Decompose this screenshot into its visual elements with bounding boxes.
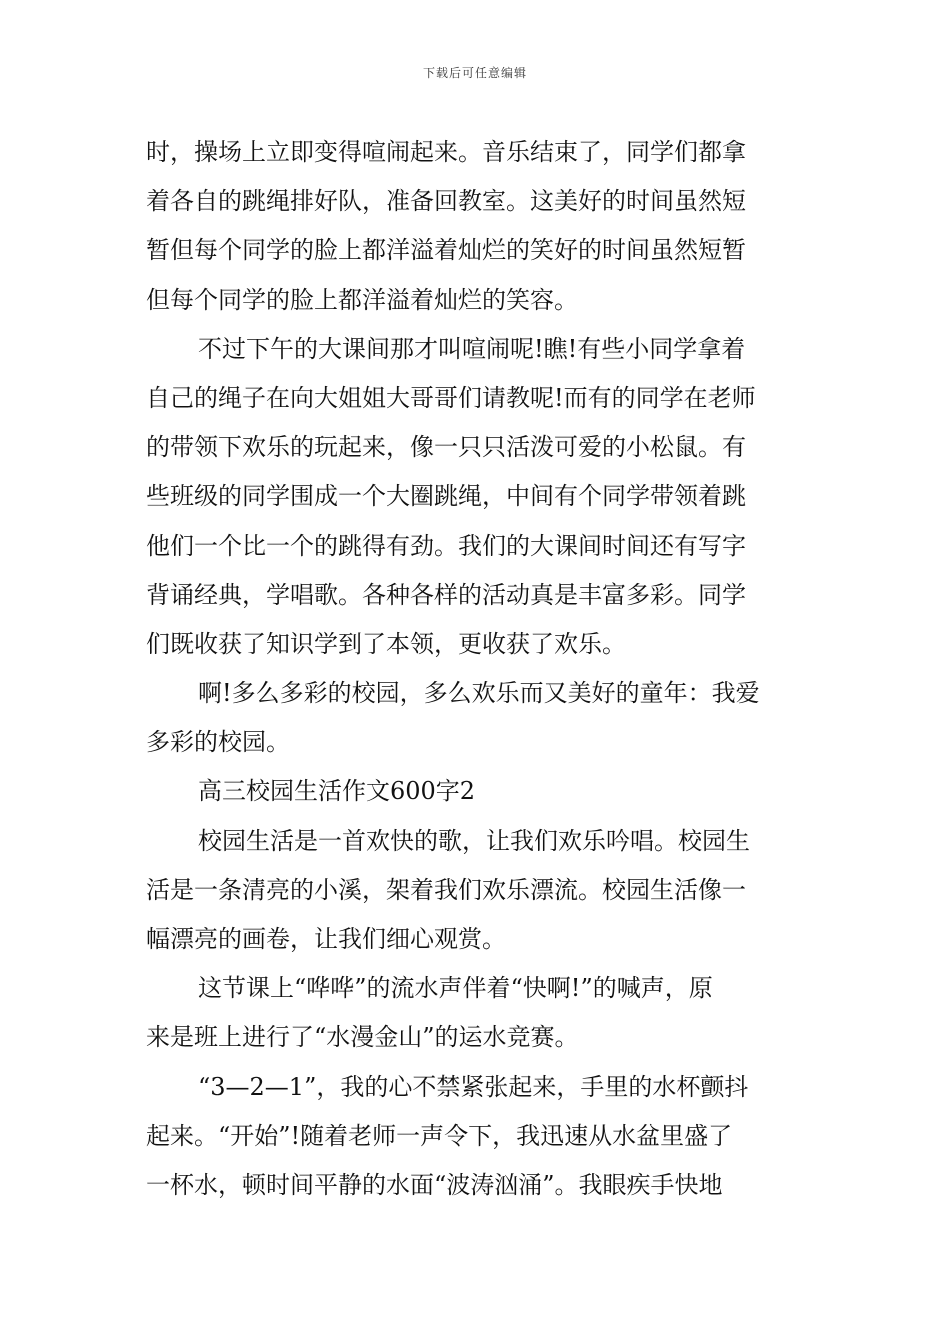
- text-line: 的带领下欢乐的玩起来，像一只只活泼可爱的小松鼠。有: [146, 433, 746, 462]
- text-line: 们既收获了知识学到了本领，更收获了欢乐。: [146, 629, 626, 658]
- text-line: 自己的绳子在向大姐姐大哥哥们请教呢!而有的同学在老师: [146, 383, 756, 412]
- text-line: 一杯水，顿时间平静的水面“波涛汹涌”。我眼疾手快地: [146, 1170, 723, 1199]
- text-line: 但每个同学的脸上都洋溢着灿烂的笑容。: [146, 285, 578, 314]
- text-line: 他们一个比一个的跳得有劲。我们的大课间时间还有写字: [146, 531, 746, 560]
- text-line: 时，操场上立即变得喧闹起来。音乐结束了，同学们都拿: [146, 138, 746, 166]
- text-line: 多彩的校园。: [146, 728, 290, 757]
- text-line: 来是班上进行了“水漫金山”的运水竞赛。: [146, 1023, 579, 1052]
- text-line: 起来。“开始”!随着老师一声令下，我迅速从水盆里盛了: [146, 1121, 733, 1150]
- text-line: 幅漂亮的画卷，让我们细心观赏。: [146, 925, 506, 953]
- text-line: “3—2—1”，我的心不禁紧张起来，手里的水杯颤抖: [198, 1072, 749, 1101]
- document-body: [146, 128, 806, 1210]
- page-header: 下载后可任意编辑: [422, 66, 527, 80]
- text-line: 些班级的同学围成一个大圈跳绳，中间有个同学带领着跳: [146, 482, 746, 511]
- text-line: 不过下午的大课间那才叫喧闹呢!瞧!有些小同学拿着: [198, 334, 746, 363]
- text-line: 活是一条清亮的小溪，架着我们欢乐漂流。校园生活像一: [146, 875, 746, 904]
- text-line: 这节课上“哗哗”的流水声伴着“快啊!”的喊声，原: [198, 974, 713, 1003]
- text-line: 背诵经典，学唱歌。各种各样的活动真是丰富多彩。同学: [146, 580, 746, 609]
- text-line: 高三校园生活作文600字2: [198, 777, 476, 806]
- text-line: 着各自的跳绳排好队，准备回教室。这美好的时间虽然短: [146, 187, 746, 216]
- text-line: 校园生活是一首欢快的歌，让我们欢乐吟唱。校园生: [198, 826, 750, 855]
- text-line: 暂但每个同学的脸上都洋溢着灿烂的笑好的时间虽然短暂: [146, 236, 746, 265]
- text-line: 啊!多么多彩的校园，多么欢乐而又美好的童年：我爱: [198, 679, 760, 708]
